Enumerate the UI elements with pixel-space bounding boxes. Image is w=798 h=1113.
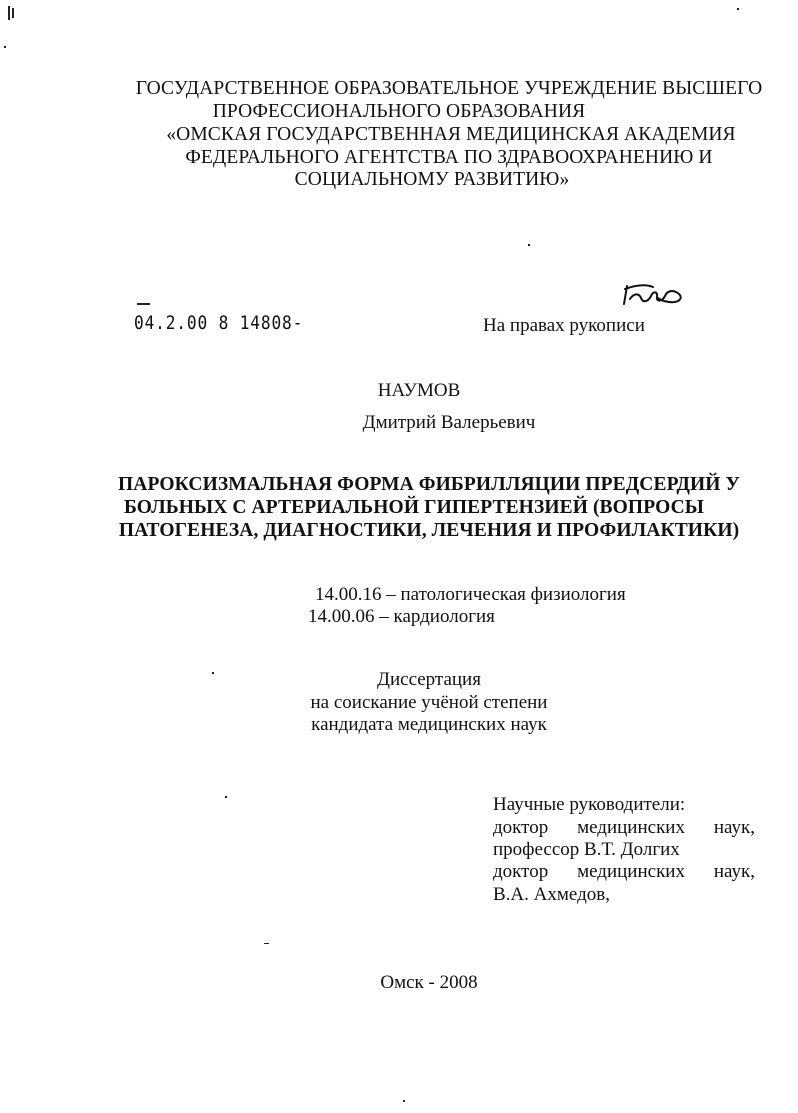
institution-line-1: ГОСУДАРСТВЕННОЕ ОБРАЗОВАТЕЛЬНОЕ УЧРЕЖДЕНИЕ ВЫСШЕГО: [135, 78, 763, 99]
dissertation-label: Диссертация: [377, 669, 481, 690]
institution-line-5: СОЦИАЛЬНОМУ РАЗВИТИЮ»: [294, 169, 570, 190]
margin-mark: [4, 46, 6, 48]
dissertation-title-line-2: БОЛЬНЫХ С АРТЕРИАЛЬНОЙ ГИПЕРТЕНЗИЕЙ (ВОПРОСЫ: [123, 497, 705, 518]
margin-mark: [264, 943, 269, 944]
margin-mark: [12, 8, 14, 18]
specialty-2: 14.00.06 – кардиология: [308, 606, 495, 627]
institution-line-2: ПРОФЕССИОНАЛЬНОГО ОБРАЗОВАНИЯ: [212, 101, 586, 122]
author-surname: НАУМОВ: [377, 380, 461, 401]
supervisor-1-name: профессор В.Т. Долгих: [493, 839, 680, 860]
supervisor-2-degree: доктор медицинских наук,: [493, 861, 755, 882]
dissertation-title-line-1: ПАРОКСИЗМАЛЬНАЯ ФОРМА ФИБРИЛЛЯЦИИ ПРЕДСЕРДИЙ У: [118, 474, 740, 495]
margin-mark: [737, 8, 739, 10]
registration-stamp-number: 04.2.00 8 14808-: [134, 312, 304, 334]
margin-mark: [528, 244, 530, 246]
margin-mark: [225, 796, 227, 798]
stamp-mark: [137, 303, 150, 305]
margin-mark: [403, 1100, 405, 1102]
degree-line-2: кандидата медицинских наук: [311, 714, 547, 735]
degree-line-1: на соискание учёной степени: [310, 692, 548, 713]
dissertation-title-line-3: ПАТОГЕНЕЗА, ДИАГНОСТИКИ, ЛЕЧЕНИЯ И ПРОФИЛАКТИКИ): [118, 520, 740, 541]
signature-icon: [620, 282, 686, 308]
manuscript-rights: На правах рукописи: [483, 315, 645, 336]
place-year: Омск - 2008: [380, 972, 478, 993]
author-given-names: Дмитрий Валерьевич: [362, 412, 536, 433]
institution-line-4: ФЕДЕРАЛЬНОГО АГЕНТСТВА ПО ЗДРАВООХРАНЕНИЮ И: [185, 147, 713, 168]
institution-line-3: «ОМСКАЯ ГОСУДАРСТВЕННАЯ МЕДИЦИНСКАЯ АКАДЕМИЯ: [166, 124, 736, 145]
supervisor-1-degree: доктор медицинских наук,: [493, 817, 755, 838]
supervisor-2-name: В.А. Ахмедов,: [493, 884, 610, 905]
margin-mark: [8, 6, 10, 20]
specialty-1: 14.00.16 – патологическая физиология: [315, 584, 626, 605]
supervisors-heading: Научные руководители:: [493, 794, 686, 815]
